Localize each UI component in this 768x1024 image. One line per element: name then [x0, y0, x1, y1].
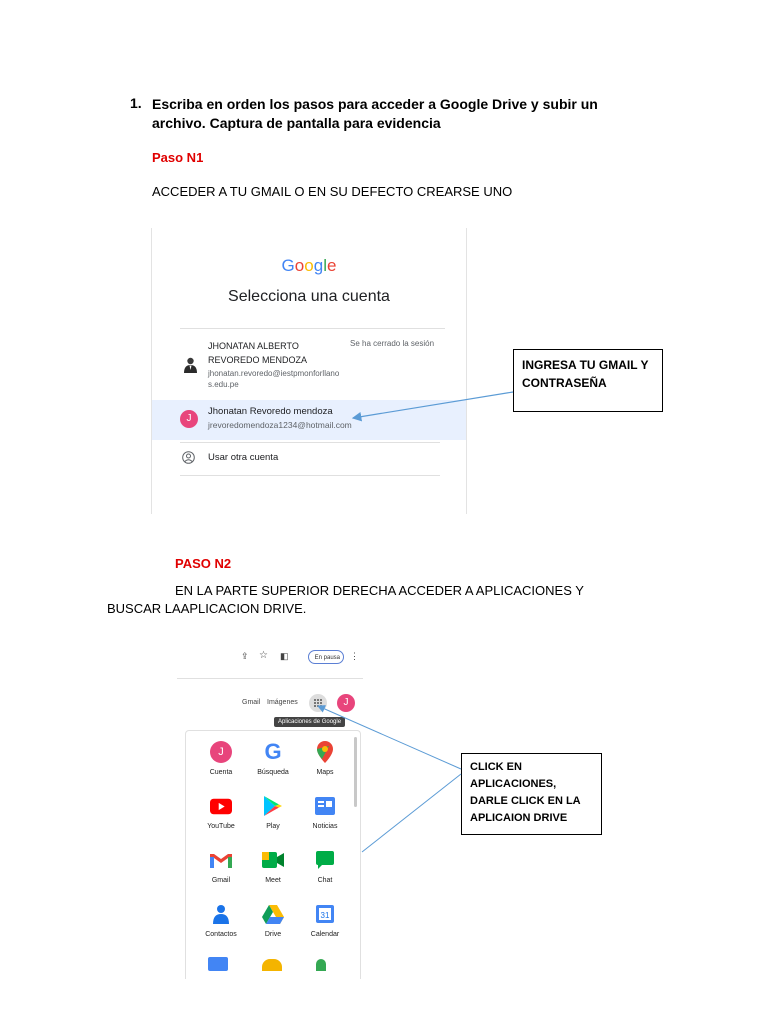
- account-icon: J: [210, 741, 232, 763]
- step2-label: PASO N2: [175, 556, 232, 571]
- question-number: 1.: [130, 95, 142, 111]
- profile-pill[interactable]: En pausa: [308, 650, 344, 664]
- account1-status: Se ha cerrado la sesión: [350, 339, 435, 348]
- apps-tooltip: Aplicaciones de Google: [274, 717, 345, 727]
- arrow-to-drive: [362, 774, 461, 852]
- sidepanel-icon[interactable]: ◧: [280, 651, 289, 661]
- account2-name: Jhonatan Revoredo mendoza: [208, 406, 333, 417]
- app-label: Meet: [265, 877, 281, 884]
- app-label: Contactos: [205, 931, 237, 938]
- menu-icon[interactable]: ⋮: [350, 651, 359, 661]
- app-label: Cuenta: [209, 769, 233, 776]
- images-link[interactable]: Imágenes: [267, 699, 298, 706]
- step2-line2: BUSCAR LAAPLICACION DRIVE.: [107, 601, 307, 616]
- app-label: Calendar: [310, 931, 340, 938]
- app-label: Noticias: [312, 823, 338, 830]
- use-other-account-label: Usar otra cuenta: [208, 452, 279, 463]
- app-label: YouTube: [207, 823, 235, 830]
- app-label: Maps: [316, 769, 334, 776]
- arrow-to-apps: [318, 706, 461, 769]
- app-label: Búsqueda: [257, 769, 289, 776]
- avatar[interactable]: J: [337, 694, 355, 712]
- account1-name: JHONATAN ALBERTO REVOREDO MENDOZA: [208, 341, 308, 365]
- avatar: J: [180, 410, 198, 428]
- svg-text:31: 31: [320, 911, 330, 920]
- google-logo: Google: [281, 256, 337, 275]
- chooser-title: Selecciona una cuenta: [228, 288, 390, 305]
- app-label: Drive: [264, 931, 282, 938]
- question-text: Escriba en orden los pasos para acceder a Google Drive y subir un archivo. Captura de pantalla para evidencia: [152, 96, 598, 131]
- gmail-link[interactable]: Gmail: [242, 699, 261, 706]
- share-icon[interactable]: ⇪: [241, 651, 249, 661]
- app-label: Gmail: [211, 877, 231, 884]
- google-search-icon: G: [264, 739, 282, 764]
- callout-apps: CLICK EN APLICACIONES, DARLE CLICK EN LA APLICAION DRIVE: [461, 753, 602, 835]
- account1-email: jhonatan.revoredo@iestpmonforllano s.edu.pe: [208, 369, 340, 389]
- callout-login: INGRESA TU GMAIL Y CONTRASEÑA: [513, 349, 663, 412]
- account2-email: jrevoredomendoza1234@hotmail.com: [208, 420, 352, 430]
- app-label: Chat: [317, 877, 333, 884]
- app-label: Play: [266, 823, 280, 830]
- step1-text: ACCEDER A TU GMAIL O EN SU DEFECTO CREARSE UNO: [152, 184, 513, 199]
- step1-label: Paso N1: [152, 150, 204, 165]
- arrow-to-account: [353, 392, 513, 418]
- star-icon[interactable]: ☆: [259, 650, 268, 661]
- step2-line1: EN LA PARTE SUPERIOR DERECHA ACCEDER A APLICACIONES Y: [175, 583, 584, 598]
